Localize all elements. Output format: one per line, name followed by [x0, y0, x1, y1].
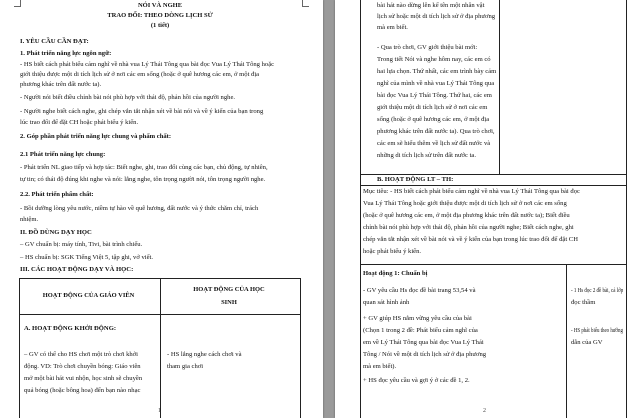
table-header-student: HOẠT ĐỘNG CỦA HỌC [193, 286, 265, 293]
page-subtitle: TRAO ĐỔI: THEO DÒNG LỊCH SỬ [107, 12, 213, 19]
paragraph-line: – HS chuẩn bị: SGK Tiếng Việt 5, tập ghi, vở viết. [20, 254, 154, 261]
cell-line: bài đọc Vua Lý Thái Tông. Thứ hai, các em [377, 92, 492, 99]
cell-line: + GV giúp HS nắm vững yêu cầu của bài [363, 315, 472, 322]
cell-line: giới thiệu một di tích lịch sử ở nơi các em [377, 104, 488, 111]
cell-line: - GV yêu cầu Hs đọc đề bài trang 53,54 và [363, 287, 476, 294]
table-cell-teacher [360, 0, 500, 175]
section-heading: B. HOẠT ĐỘNG LT – TH: [377, 176, 454, 183]
paragraph-line: - Bồi dưỡng lòng yêu nước, niềm tự hào về quê hương, đất nước và ý thức chăm chỉ, trách [20, 205, 259, 212]
table-cell-teacher [360, 264, 567, 418]
paragraph-line: – GV chuẩn bị: máy tính, Tivi, bài trình chiếu. [20, 241, 143, 248]
cell-line: tham gia chơi [167, 363, 204, 370]
cell-line: mở một bài hát vui nhộn, học sinh sẽ chuyền [24, 375, 143, 382]
paragraph-line: tự tin; có thái độ đúng khi nghe và nói: lắng nghe, tôn trọng người nói, tôn trọng người nghe. [20, 176, 266, 183]
cell-line: lịch sử hoặc một di tích lịch sử ở địa phương [377, 13, 496, 20]
cell-line: bài hát nào dừng lên kể tên một nhân vật [377, 2, 485, 9]
paragraph-line: - HS biết cách phát biểu cảm nghĩ về nhà vua Lý Thái Tông qua bài đọc Vua Lý Thái Tông hoặc [20, 61, 275, 68]
table-header-student-2: SINH [221, 299, 237, 306]
table-cell-student [566, 264, 627, 418]
paragraph-line: phương khác trên đất nước ta). [20, 81, 102, 88]
cell-line: chỉnh bài nói phù hợp với thái độ, phản hồi của người nghe; Biết cách nghe, ghi [363, 224, 574, 231]
cell-line: đọc thầm [571, 299, 596, 306]
subsection-heading: 1. Phát triển năng lực ngôn ngữ: [20, 50, 112, 57]
cell-line: hoặc phát biểu ý kiến. [363, 248, 422, 255]
cell-line: những di tích lịch sử trên đất nước ta. [377, 152, 476, 159]
paragraph-line: nhiệm. [20, 216, 39, 223]
page-number: 1 [158, 408, 161, 414]
section-heading: II. ĐỒ DÙNG DẠY HỌC [20, 229, 92, 236]
section-heading: III. CÁC HOẠT ĐỘNG DẠY VÀ HỌC: [20, 266, 134, 273]
cell-line: - Qua trò chơi, GV giới thiệu bài mới: [377, 44, 478, 51]
cell-line: nghĩ của mình về nhà vua Lý Thái Tông qua [377, 80, 495, 87]
cell-line: em về Lý Thái Tông qua bài đọc Vua Lý Thái [363, 339, 484, 346]
cell-line: - HS phát biểu theo hướng [571, 327, 623, 334]
paragraph-line: - Người nói biết điều chỉnh bài nói phù hợp với thái độ, phản hồi của người nghe. [20, 94, 236, 101]
cell-line: động. VD: Trò chơi chuyền bóng: Giáo viên [24, 363, 141, 370]
cell-line: (hoặc ở quê hương các em, ở một địa phương khác trên đất nước ta); Biết điều [363, 212, 570, 219]
activity-heading: A. HOẠT ĐỘNG KHỞI ĐỘNG: [24, 325, 117, 332]
section-heading: I. YÊU CẦU CẦN ĐẠT: [20, 38, 89, 45]
subsection-heading: 2. Góp phần phát triển năng lực chung và phẩm chất: [20, 133, 172, 140]
table-cell-teacher [19, 314, 161, 418]
paragraph-line: lúc trao đổi để đặt CH hoặc phát biểu ý kiến. [20, 119, 139, 126]
duration: (1 tiết) [150, 22, 170, 29]
cell-line: hai lựa chọn. Thứ nhất, các em trình bày cảm [377, 68, 497, 75]
cell-line: các em sẽ hiểu thêm về lịch sử đất nước và [377, 140, 491, 147]
activity-heading: Hoạt động 1: Chuẩn bị [363, 270, 428, 277]
cell-line: mà em biết. [377, 24, 408, 31]
cell-line: quan sát hình ảnh [363, 299, 410, 306]
cell-line: chép vắn tắt nhận xét về bài nói và về ý kiến của bạn trong lúc trao đổi để đặt CH [363, 236, 578, 243]
objectives-row [360, 185, 627, 265]
cell-line: phương khác trên đất nước ta). Qua trò chơi, [377, 128, 495, 135]
cell-line: - HS lắng nghe cách chơi và [167, 351, 242, 358]
cell-line: sống (hoặc ở quê hương các em, ở một địa [377, 116, 490, 123]
cell-line: – GV có thể cho HS chơi một trò chơi khởi [24, 351, 138, 358]
paragraph-line: - Phát triển NL giao tiếp và hợp tác: Biết nghe, ghi, trao đổi cùng các bạn, chủ động, tự nhiên, [20, 164, 268, 171]
table-cell-student [160, 314, 301, 418]
table-cell-student [499, 0, 627, 175]
table-header-teacher: HOẠT ĐỘNG CỦA GIÁO VIÊN [42, 292, 135, 299]
paragraph-line: giới thiệu được một di tích lịch sử ở nơi các em sống (hoặc ở quê hương các em, ở một địa [20, 71, 260, 78]
cell-line: - 1 Hs đọc 2 đề bài, cả lớp [571, 287, 624, 294]
page-title: NÓI VÀ NGHE [137, 2, 183, 9]
cell-line: Vua Lý Thái Tông hoặc giới thiệu được một di tích lịch sử ở nơi các em sống [363, 200, 567, 207]
document-page-2 [335, 0, 640, 418]
cell-line: Mục tiêu: - HS biết cách phát biểu cảm nghĩ về nhà vua Lý Thái Tông qua bài đọc [363, 188, 580, 195]
subsection-heading: 2.2. Phát triển phẩm chất: [20, 191, 94, 198]
cell-line: Tông / Nói về một di tích lịch sử ở địa phương [363, 351, 487, 358]
table-header-cell [19, 278, 161, 315]
cell-line: (Chọn 1 trong 2 đề: Phát biểu cảm nghĩ của [363, 327, 478, 334]
cell-line: mà em biết). [363, 363, 397, 370]
paragraph-line: - Người nghe biết cách nghe, ghi chép vắn tắt nhận xét về bài nói và về ý kiến của bạn trong [20, 108, 264, 115]
cell-line: Trong tiết Nói và nghe hôm nay, các em có [377, 56, 491, 63]
page-number: 2 [483, 408, 486, 414]
cell-line: dẫn của GV [571, 339, 603, 346]
subsection-heading: 2.1 Phát triển năng lực chung: [20, 151, 106, 158]
table-header-cell [160, 278, 301, 315]
cell-line: + HS đọc yêu cầu và gợi ý ở các đề 1, 2. [363, 377, 470, 384]
cell-line: quả bóng (hoặc bông hoa) đến bạn nào nhạc [24, 387, 141, 394]
